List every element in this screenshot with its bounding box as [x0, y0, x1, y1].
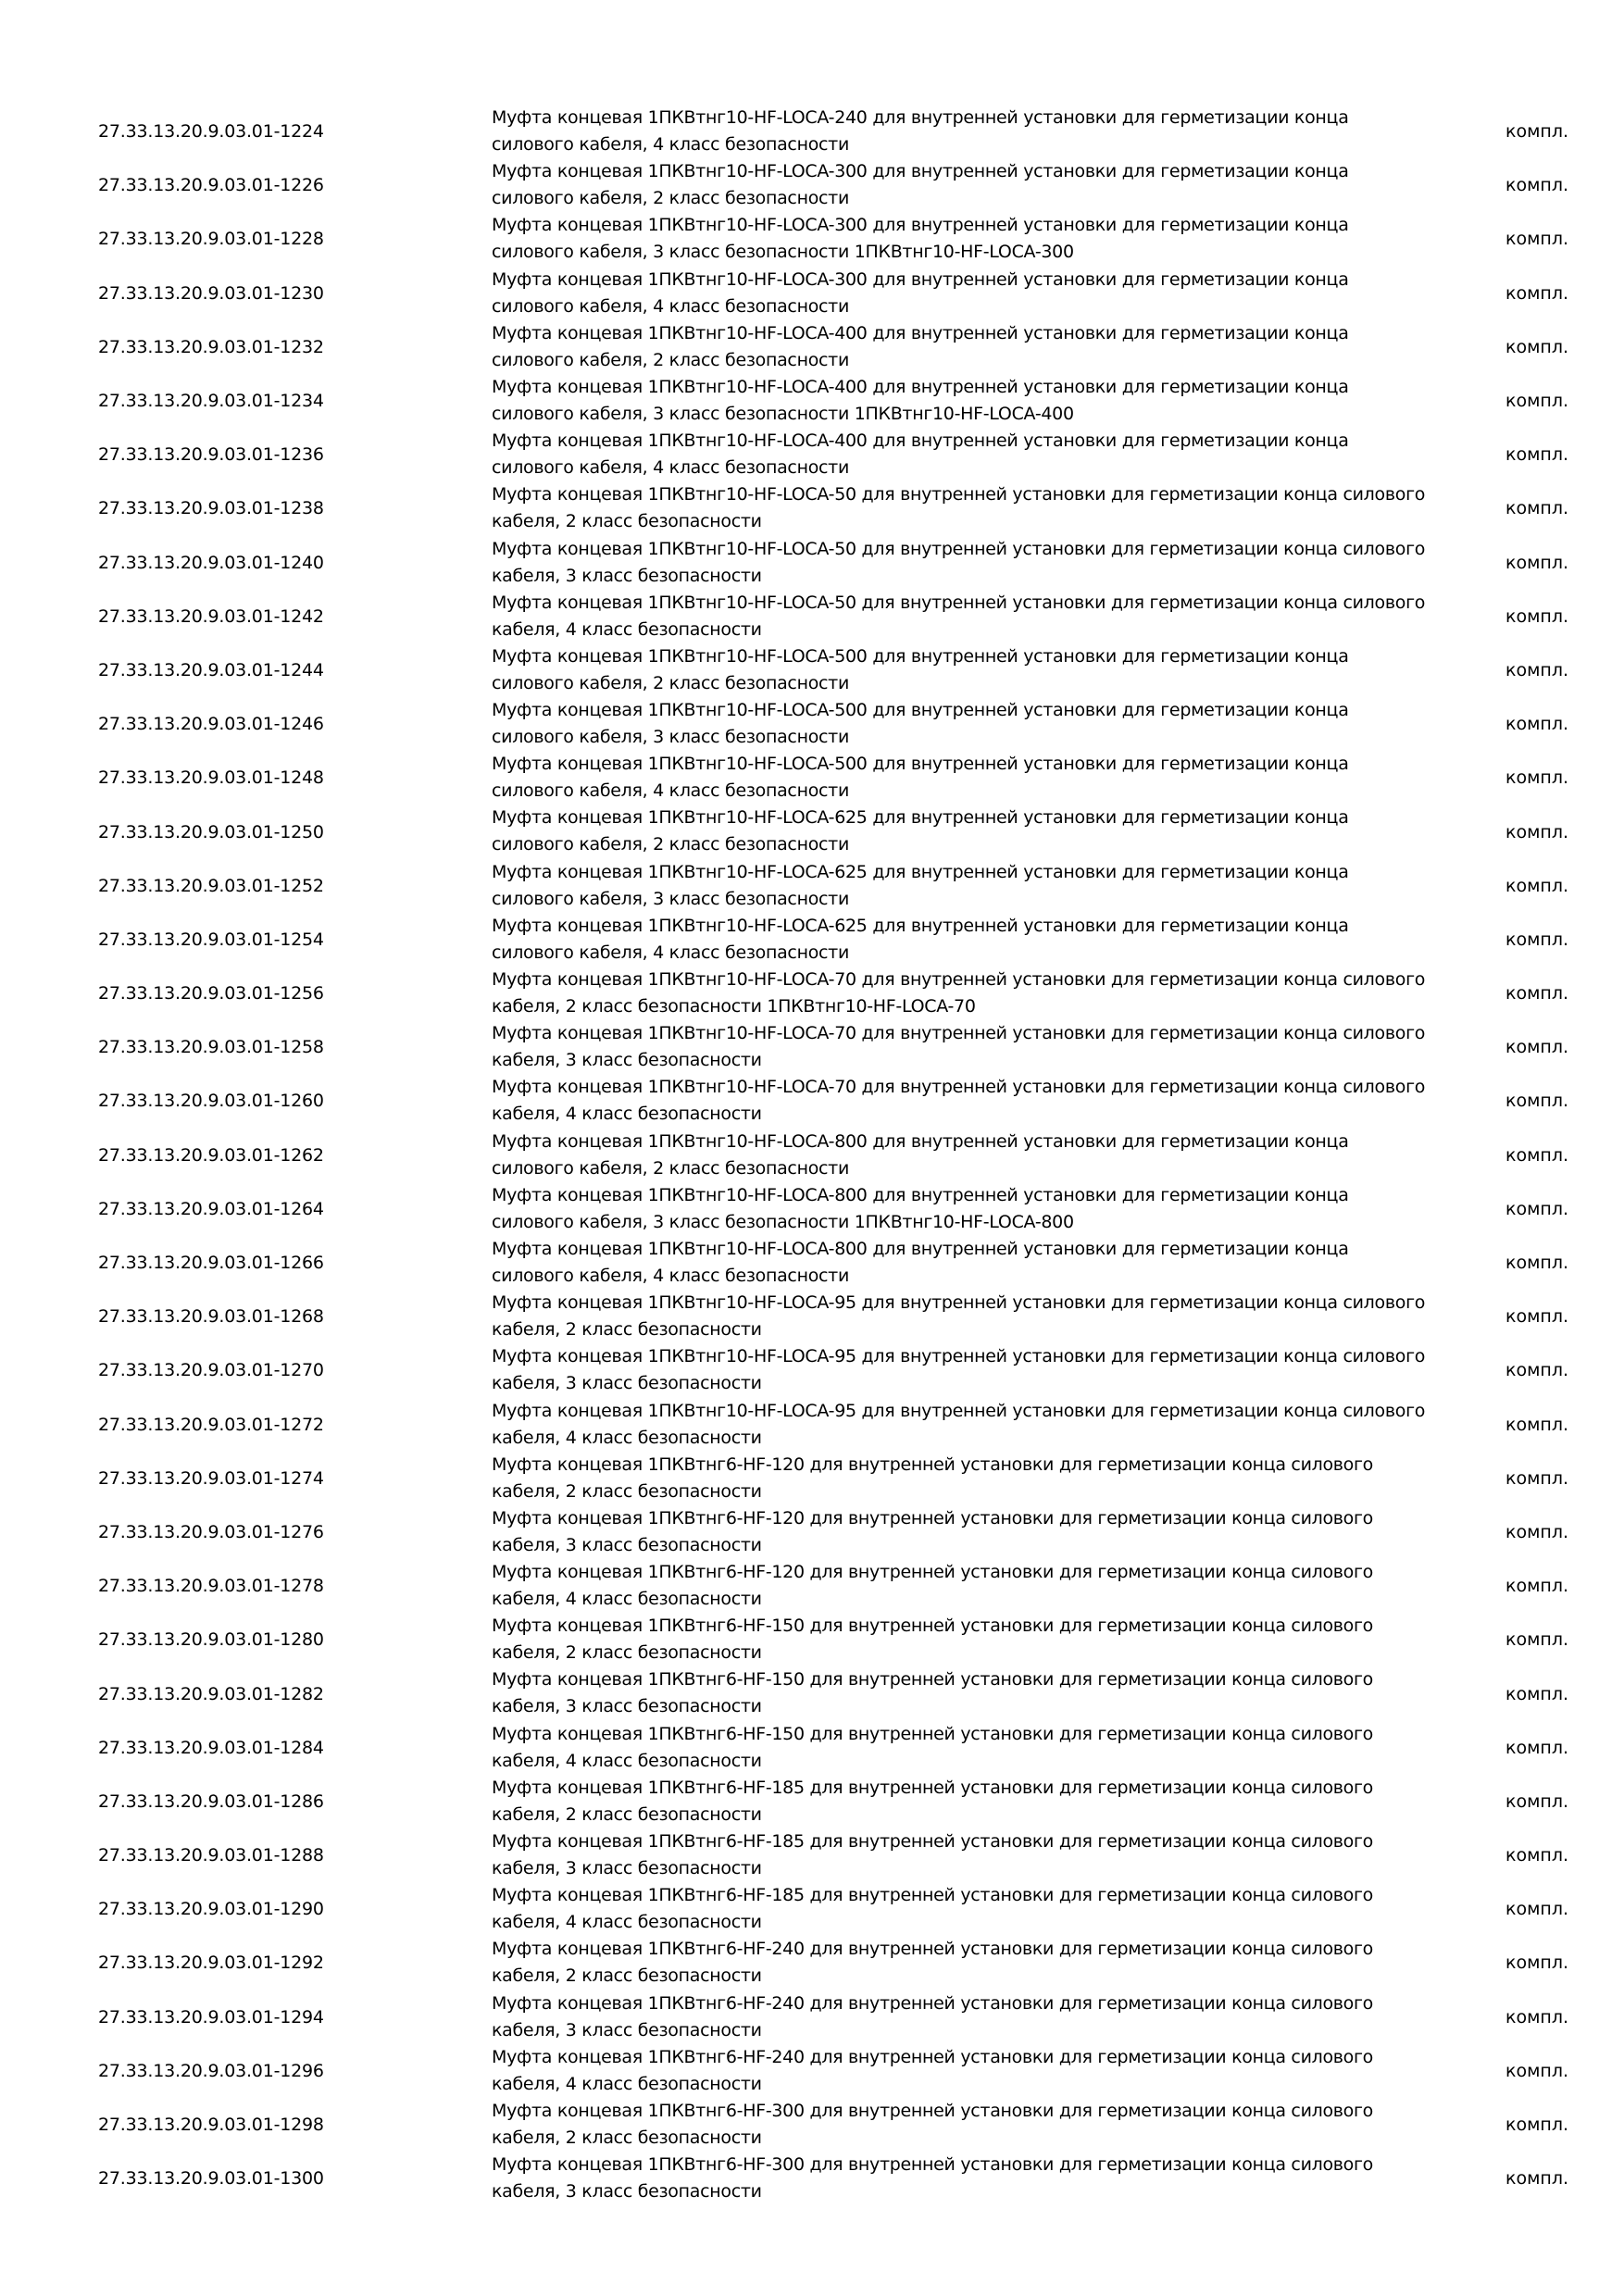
item-description: [492, 158, 1473, 212]
item-description: [492, 1666, 1473, 1720]
table-row: [0, 643, 1624, 697]
item-description-line: Муфта концевая 1ПКВтнг6-HF-150 для внутренней установки для герметизации конца силового: [492, 1616, 1374, 1637]
item-description-line: кабеля, 3 класс безопасности: [492, 1373, 762, 1394]
table-row: [0, 428, 1624, 481]
item-description-line: Муфта концевая 1ПКВтнг6-HF-240 для внутренней установки для герметизации конца силового: [492, 2046, 1374, 2067]
item-description-line: силового кабеля, 3 класс безопасности 1ПКВтнг10-HF-LOCA-800: [492, 1211, 1074, 1232]
table-row: [0, 859, 1624, 913]
item-description-line: Муфта концевая 1ПКВтнг10-HF-LOCA-70 для внутренней установки для герметизации конца силового: [492, 969, 1426, 990]
item-description-line: кабеля, 2 класс безопасности 1ПКВтнг10-HF-LOCA-70: [492, 996, 976, 1017]
item-unit: компл.: [1505, 391, 1569, 412]
item-description: [492, 2152, 1473, 2205]
item-code: 27.33.13.20.9.03.01-1284: [98, 1737, 324, 1758]
item-description: [492, 212, 1473, 266]
item-code: 27.33.13.20.9.03.01-1234: [98, 391, 324, 412]
table-row: [0, 1398, 1624, 1452]
item-code: 27.33.13.20.9.03.01-1262: [98, 1144, 324, 1166]
item-code: 27.33.13.20.9.03.01-1292: [98, 1953, 324, 1974]
item-description: [492, 105, 1473, 158]
item-description-line: Муфта концевая 1ПКВтнг10-HF-LOCA-500 для внутренней установки для герметизации конца: [492, 754, 1349, 775]
item-description: [492, 1775, 1473, 1828]
item-code: 27.33.13.20.9.03.01-1260: [98, 1091, 324, 1112]
item-description: [492, 1505, 1473, 1559]
item-unit: компл.: [1505, 605, 1569, 627]
table-row: [0, 481, 1624, 535]
item-description: [492, 267, 1473, 320]
item-code: 27.33.13.20.9.03.01-1294: [98, 2006, 324, 2028]
item-unit: компл.: [1505, 498, 1569, 519]
item-description-line: силового кабеля, 4 класс безопасности: [492, 942, 849, 963]
table-row: [0, 1020, 1624, 1074]
item-unit: компл.: [1505, 659, 1569, 680]
item-code: 27.33.13.20.9.03.01-1236: [98, 444, 324, 466]
item-description: [492, 805, 1473, 858]
item-unit: компл.: [1505, 1576, 1569, 1597]
item-description-line: Муфта концевая 1ПКВтнг10-HF-LOCA-625 для внутренней установки для герметизации конца: [492, 861, 1349, 882]
item-description-line: кабеля, 2 класс безопасности: [492, 1965, 762, 1987]
item-description-line: Муфта концевая 1ПКВтнг10-HF-LOCA-625 для внутренней установки для герметизации конца: [492, 915, 1349, 936]
item-unit: компл.: [1505, 875, 1569, 896]
item-description-line: кабеля, 2 класс безопасности: [492, 1642, 762, 1664]
item-code: 27.33.13.20.9.03.01-1266: [98, 1253, 324, 1274]
item-description: [492, 1721, 1473, 1775]
item-description-line: кабеля, 4 класс безопасности: [492, 1750, 762, 1771]
table-row: [0, 1343, 1624, 1397]
item-description-line: силового кабеля, 2 класс безопасности: [492, 188, 849, 209]
item-code: 27.33.13.20.9.03.01-1290: [98, 1899, 324, 1920]
table-row: [0, 697, 1624, 751]
table-row: [0, 1613, 1624, 1666]
item-unit: компл.: [1505, 1144, 1569, 1166]
item-description: [492, 428, 1473, 481]
item-code: 27.33.13.20.9.03.01-1278: [98, 1576, 324, 1597]
item-unit: компл.: [1505, 2115, 1569, 2136]
item-description: [492, 751, 1473, 805]
item-code: 27.33.13.20.9.03.01-1240: [98, 552, 324, 573]
item-description-line: Муфта концевая 1ПКВтнг6-HF-300 для внутренней установки для герметизации конца силового: [492, 2154, 1374, 2176]
item-code: 27.33.13.20.9.03.01-1276: [98, 1521, 324, 1542]
item-description: [492, 1129, 1473, 1182]
item-unit: компл.: [1505, 175, 1569, 196]
item-description: [492, 2044, 1473, 2098]
item-code: 27.33.13.20.9.03.01-1258: [98, 1037, 324, 1058]
table-row: [0, 2152, 1624, 2205]
item-unit: компл.: [1505, 1953, 1569, 1974]
item-unit: компл.: [1505, 1306, 1569, 1328]
item-unit: компл.: [1505, 929, 1569, 950]
item-description-line: Муфта концевая 1ПКВтнг6-HF-120 для внутренней установки для герметизации конца силового: [492, 1562, 1374, 1583]
item-description-line: силового кабеля, 2 класс безопасности: [492, 349, 849, 370]
item-description-line: Муфта концевая 1ПКВтнг10-HF-LOCA-95 для внутренней установки для герметизации конца силового: [492, 1292, 1426, 1314]
item-description-line: Муфта концевая 1ПКВтнг6-HF-120 для внутренней установки для герметизации конца силового: [492, 1507, 1374, 1529]
item-description: [492, 1290, 1473, 1343]
item-description-line: кабеля, 2 класс безопасности: [492, 511, 762, 532]
item-unit: компл.: [1505, 1253, 1569, 1274]
table-row: [0, 1721, 1624, 1775]
item-description: [492, 1559, 1473, 1613]
item-code: 27.33.13.20.9.03.01-1298: [98, 2115, 324, 2136]
item-description-line: Муфта концевая 1ПКВтнг10-HF-LOCA-800 для внутренней установки для герметизации конца: [492, 1184, 1349, 1205]
item-code: 27.33.13.20.9.03.01-1228: [98, 229, 324, 250]
item-code: 27.33.13.20.9.03.01-1282: [98, 1683, 324, 1704]
table-row: [0, 1828, 1624, 1882]
item-unit: компл.: [1505, 552, 1569, 573]
item-unit: компл.: [1505, 1845, 1569, 1866]
item-unit: компл.: [1505, 229, 1569, 250]
item-description-line: кабеля, 4 класс безопасности: [492, 1589, 762, 1610]
item-description-line: кабеля, 3 класс безопасности: [492, 1858, 762, 1878]
item-code: 27.33.13.20.9.03.01-1274: [98, 1467, 324, 1489]
item-description-line: кабеля, 4 класс безопасности: [492, 1104, 762, 1125]
item-description-line: силового кабеля, 2 класс безопасности: [492, 1157, 849, 1179]
item-description-line: Муфта концевая 1ПКВтнг6-HF-120 для внутренней установки для герметизации конца силового: [492, 1454, 1374, 1475]
item-unit: компл.: [1505, 1683, 1569, 1704]
item-code: 27.33.13.20.9.03.01-1270: [98, 1360, 324, 1381]
item-code: 27.33.13.20.9.03.01-1252: [98, 875, 324, 896]
item-description-line: силового кабеля, 4 класс безопасности: [492, 780, 849, 802]
item-unit: компл.: [1505, 1091, 1569, 1112]
table-row: [0, 1505, 1624, 1559]
item-description-line: Муфта концевая 1ПКВтнг10-HF-LOCA-400 для внутренней установки для герметизации конца: [492, 376, 1349, 397]
item-description-line: силового кабеля, 4 класс безопасности: [492, 295, 849, 317]
item-code: 27.33.13.20.9.03.01-1264: [98, 1198, 324, 1219]
item-code: 27.33.13.20.9.03.01-1286: [98, 1791, 324, 1812]
item-description-line: Муфта концевая 1ПКВтнг6-HF-240 для внутренней установки для герметизации конца силового: [492, 1992, 1374, 2014]
table-row: [0, 2098, 1624, 2152]
item-description-line: Муфта концевая 1ПКВтнг10-HF-LOCA-800 для внутренней установки для герметизации конца: [492, 1238, 1349, 1259]
item-code: 27.33.13.20.9.03.01-1238: [98, 498, 324, 519]
item-description: [492, 320, 1473, 374]
item-description-line: кабеля, 3 класс безопасности: [492, 2181, 762, 2202]
item-code: 27.33.13.20.9.03.01-1288: [98, 1845, 324, 1866]
item-description: [492, 1398, 1473, 1452]
item-unit: компл.: [1505, 767, 1569, 789]
item-description-line: кабеля, 3 класс безопасности: [492, 1696, 762, 1717]
table-row: [0, 1882, 1624, 1936]
table-row: [0, 536, 1624, 590]
item-description: [492, 967, 1473, 1020]
item-description: [492, 1882, 1473, 1936]
item-description: [492, 1452, 1473, 1505]
item-code: 27.33.13.20.9.03.01-1296: [98, 2060, 324, 2081]
item-description-line: Муфта концевая 1ПКВтнг10-HF-LOCA-400 для внутренней установки для герметизации конца: [492, 322, 1349, 343]
table-row: [0, 913, 1624, 967]
table-row: [0, 267, 1624, 320]
item-description-line: Муфта концевая 1ПКВтнг10-HF-LOCA-240 для внутренней установки для герметизации конца: [492, 107, 1349, 128]
price-list-table: [0, 105, 1624, 2205]
item-description-line: силового кабеля, 3 класс безопасности: [492, 888, 849, 909]
item-description-line: Муфта концевая 1ПКВтнг10-HF-LOCA-300 для внутренней установки для герметизации конца: [492, 215, 1349, 236]
item-description-line: кабеля, 4 класс безопасности: [492, 2073, 762, 2094]
item-description-line: Муфта концевая 1ПКВтнг10-HF-LOCA-500 для внутренней установки для герметизации конца: [492, 700, 1349, 721]
table-row: [0, 1236, 1624, 1290]
item-description-line: Муфта концевая 1ПКВтнг10-HF-LOCA-95 для внутренней установки для герметизации конца силового: [492, 1346, 1426, 1367]
table-row: [0, 374, 1624, 428]
table-row: [0, 105, 1624, 158]
item-description-line: силового кабеля, 2 класс безопасности: [492, 672, 849, 693]
table-row: [0, 1290, 1624, 1343]
item-code: 27.33.13.20.9.03.01-1226: [98, 175, 324, 196]
item-unit: компл.: [1505, 1198, 1569, 1219]
item-description-line: силового кабеля, 3 класс безопасности: [492, 727, 849, 748]
item-unit: компл.: [1505, 1737, 1569, 1758]
item-description: [492, 913, 1473, 967]
item-description: [492, 1236, 1473, 1290]
item-description-line: кабеля, 3 класс безопасности: [492, 565, 762, 586]
item-unit: компл.: [1505, 1467, 1569, 1489]
item-description-line: Муфта концевая 1ПКВтнг6-HF-185 для внутренней установки для герметизации конца силового: [492, 1885, 1374, 1906]
item-code: 27.33.13.20.9.03.01-1272: [98, 1414, 324, 1435]
table-row: [0, 1990, 1624, 2044]
item-unit: компл.: [1505, 1037, 1569, 1058]
item-description-line: кабеля, 4 класс безопасности: [492, 1912, 762, 1933]
item-unit: компл.: [1505, 282, 1569, 304]
item-description: [492, 1828, 1473, 1882]
item-description-line: Муфта концевая 1ПКВтнг10-HF-LOCA-300 для внутренней установки для герметизации конца: [492, 268, 1349, 290]
table-row: [0, 590, 1624, 643]
item-description: [492, 1936, 1473, 1990]
item-unit: компл.: [1505, 1629, 1569, 1651]
item-description: [492, 1990, 1473, 2044]
item-description: [492, 643, 1473, 697]
item-description-line: Муфта концевая 1ПКВтнг6-HF-185 для внутренней установки для герметизации конца силового: [492, 1831, 1374, 1852]
item-description-line: Муфта концевая 1ПКВтнг10-HF-LOCA-50 для внутренней установки для герметизации конца силового: [492, 592, 1426, 613]
item-description: [492, 1074, 1473, 1128]
item-description-line: Муфта концевая 1ПКВтнг6-HF-185 для внутренней установки для герметизации конца силового: [492, 1777, 1374, 1798]
item-code: 27.33.13.20.9.03.01-1244: [98, 659, 324, 680]
item-unit: компл.: [1505, 821, 1569, 842]
item-description-line: кабеля, 4 класс безопасности: [492, 1427, 762, 1448]
item-unit: компл.: [1505, 1360, 1569, 1381]
table-row: [0, 212, 1624, 266]
item-description-line: Муфта концевая 1ПКВтнг10-HF-LOCA-800 для внутренней установки для герметизации конца: [492, 1130, 1349, 1152]
table-row: [0, 1775, 1624, 1828]
table-row: [0, 805, 1624, 858]
item-description: [492, 374, 1473, 428]
item-description-line: силового кабеля, 3 класс безопасности 1ПКВтнг10-HF-LOCA-300: [492, 242, 1074, 263]
item-description-line: Муфта концевая 1ПКВтнг10-HF-LOCA-625 для внутренней установки для герметизации конца: [492, 807, 1349, 829]
item-description-line: Муфта концевая 1ПКВтнг10-HF-LOCA-70 для внутренней установки для герметизации конца силового: [492, 1077, 1426, 1098]
item-code: 27.33.13.20.9.03.01-1230: [98, 282, 324, 304]
item-unit: компл.: [1505, 1791, 1569, 1812]
item-code: 27.33.13.20.9.03.01-1300: [98, 2168, 324, 2190]
item-unit: компл.: [1505, 121, 1569, 143]
item-description-line: Муфта концевая 1ПКВтнг10-HF-LOCA-500 для внутренней установки для герметизации конца: [492, 645, 1349, 667]
item-description: [492, 1020, 1473, 1074]
item-description-line: Муфта концевая 1ПКВтнг6-HF-300 для внутренней установки для герметизации конца силового: [492, 2100, 1374, 2121]
table-row: [0, 1074, 1624, 1128]
item-code: 27.33.13.20.9.03.01-1250: [98, 821, 324, 842]
item-code: 27.33.13.20.9.03.01-1224: [98, 121, 324, 143]
item-description-line: силового кабеля, 4 класс безопасности: [492, 134, 849, 155]
item-code: 27.33.13.20.9.03.01-1248: [98, 767, 324, 789]
table-row: [0, 2044, 1624, 2098]
item-unit: компл.: [1505, 2168, 1569, 2190]
item-unit: компл.: [1505, 1899, 1569, 1920]
item-description: [492, 590, 1473, 643]
item-description-line: кабеля, 2 класс безопасности: [492, 1319, 762, 1341]
item-unit: компл.: [1505, 714, 1569, 735]
item-description-line: кабеля, 2 класс безопасности: [492, 1480, 762, 1502]
table-row: [0, 751, 1624, 805]
item-unit: компл.: [1505, 2060, 1569, 2081]
item-description: [492, 1182, 1473, 1236]
item-description-line: силового кабеля, 2 класс безопасности: [492, 834, 849, 855]
item-description: [492, 1613, 1473, 1666]
item-description-line: Муфта концевая 1ПКВтнг10-HF-LOCA-50 для внутренней установки для герметизации конца силового: [492, 484, 1426, 505]
item-unit: компл.: [1505, 2006, 1569, 2028]
table-row: [0, 1129, 1624, 1182]
item-unit: компл.: [1505, 444, 1569, 466]
item-code: 27.33.13.20.9.03.01-1254: [98, 929, 324, 950]
item-description-line: Муфта концевая 1ПКВтнг6-HF-240 для внутренней установки для герметизации конца силового: [492, 1939, 1374, 1960]
item-code: 27.33.13.20.9.03.01-1232: [98, 336, 324, 357]
item-description: [492, 2098, 1473, 2152]
item-description-line: силового кабеля, 3 класс безопасности 1ПКВтнг10-HF-LOCA-400: [492, 403, 1074, 424]
item-description-line: кабеля, 2 класс безопасности: [492, 1803, 762, 1825]
item-unit: компл.: [1505, 336, 1569, 357]
item-description-line: Муфта концевая 1ПКВтнг10-HF-LOCA-70 для внутренней установки для герметизации конца силового: [492, 1023, 1426, 1044]
table-row: [0, 1452, 1624, 1505]
item-code: 27.33.13.20.9.03.01-1256: [98, 983, 324, 1004]
item-code: 27.33.13.20.9.03.01-1268: [98, 1306, 324, 1328]
table-row: [0, 158, 1624, 212]
item-description-line: кабеля, 3 класс безопасности: [492, 1534, 762, 1555]
item-unit: компл.: [1505, 1414, 1569, 1435]
item-description-line: Муфта концевая 1ПКВтнг6-HF-150 для внутренней установки для герметизации конца силового: [492, 1723, 1374, 1744]
item-description-line: кабеля, 2 класс безопасности: [492, 2127, 762, 2148]
item-description-line: кабеля, 4 класс безопасности: [492, 618, 762, 640]
table-row: [0, 1559, 1624, 1613]
item-description-line: кабеля, 3 класс безопасности: [492, 1050, 762, 1071]
item-description: [492, 697, 1473, 751]
table-row: [0, 967, 1624, 1020]
item-code: 27.33.13.20.9.03.01-1246: [98, 714, 324, 735]
item-description-line: Муфта концевая 1ПКВтнг6-HF-150 для внутренней установки для герметизации конца силового: [492, 1669, 1374, 1691]
item-code: 27.33.13.20.9.03.01-1242: [98, 605, 324, 627]
item-description-line: Муфта концевая 1ПКВтнг10-HF-LOCA-400 для внутренней установки для герметизации конца: [492, 430, 1349, 452]
item-description: [492, 481, 1473, 535]
item-description: [492, 859, 1473, 913]
item-unit: компл.: [1505, 983, 1569, 1004]
table-row: [0, 1182, 1624, 1236]
item-description-line: кабеля, 3 класс безопасности: [492, 2019, 762, 2040]
item-description-line: силового кабеля, 4 класс безопасности: [492, 1265, 849, 1286]
table-row: [0, 320, 1624, 374]
item-description-line: Муфта концевая 1ПКВтнг10-HF-LOCA-95 для внутренней установки для герметизации конца силового: [492, 1400, 1426, 1421]
item-description-line: Муфта концевая 1ПКВтнг10-HF-LOCA-50 для внутренней установки для герметизации конца силового: [492, 538, 1426, 559]
item-description: [492, 1343, 1473, 1397]
table-row: [0, 1936, 1624, 1990]
item-code: 27.33.13.20.9.03.01-1280: [98, 1629, 324, 1651]
item-description: [492, 536, 1473, 590]
item-description-line: Муфта концевая 1ПКВтнг10-HF-LOCA-300 для внутренней установки для герметизации конца: [492, 161, 1349, 182]
item-unit: компл.: [1505, 1521, 1569, 1542]
table-row: [0, 1666, 1624, 1720]
item-description-line: силового кабеля, 4 класс безопасности: [492, 457, 849, 479]
